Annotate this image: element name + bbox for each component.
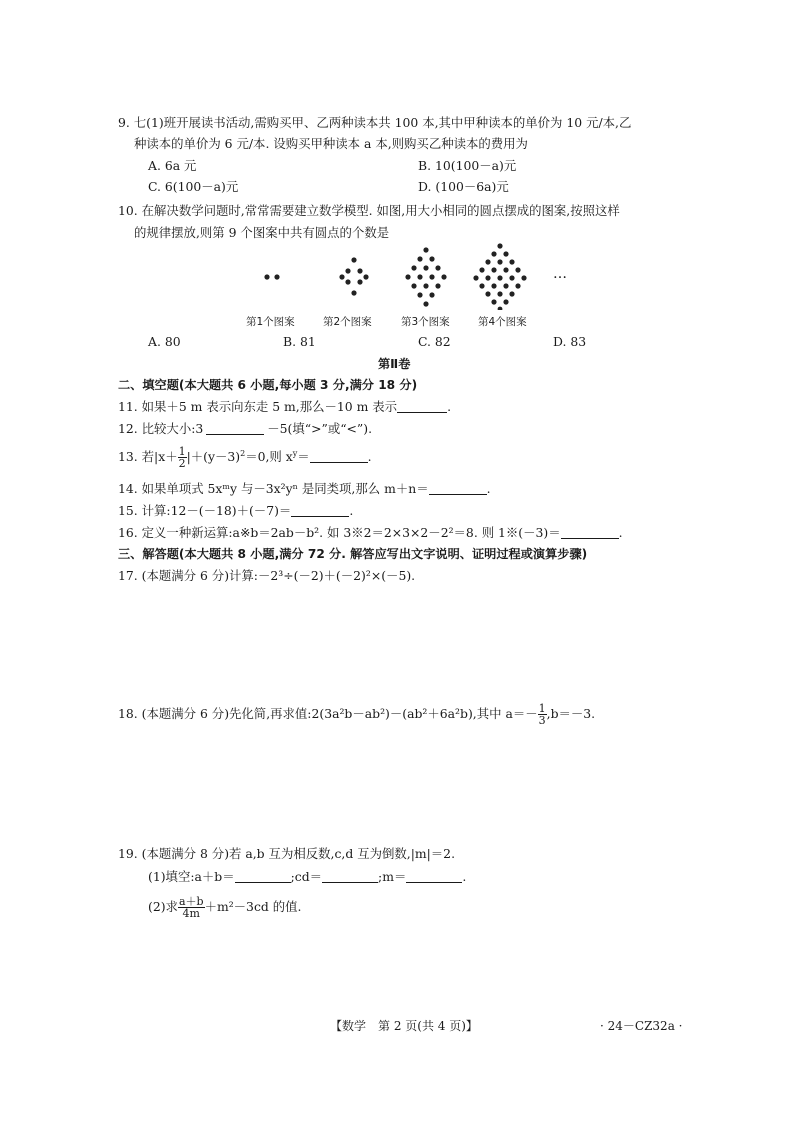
q16-text: 16. 定义一种新运算:a※b＝2ab－b². 如 3※2＝2×3×2－2²＝8. 则 1※(－3)＝ — [118, 525, 561, 540]
q12-text-pre: 12. 比较大小:3 — [118, 421, 204, 436]
q15: 15. 计算:12－(－18)＋(－7)＝ . — [118, 503, 354, 518]
q9-stem-line1: 9. 七(1)班开展读书活动,需购买甲、乙两种读本共 100 本,其中甲种读本的单价为 10 元/本,乙 — [118, 115, 632, 130]
q16-answer-blank[interactable] — [561, 526, 619, 539]
q13-fraction — [178, 446, 187, 469]
q10-option-a: A. 80 — [148, 334, 181, 349]
q19-2-text-pre: (2)求 — [148, 899, 178, 914]
q9-option-c: C. 6(100－a)元 — [148, 179, 239, 194]
q18-fraction-denominator: 3 — [538, 714, 546, 727]
caption-pattern-1: 第1个图案 — [246, 316, 295, 328]
section-3-heading: 三、解答题(本大题共 8 小题,满分 72 分. 解答应写出文字说明、证明过程或演算步骤) — [118, 547, 588, 561]
footer-page-info: 【数学 第 2 页(共 4 页)】 — [330, 1019, 478, 1033]
q18-fraction — [538, 703, 547, 726]
q19-1-text-cd: ;cd＝ — [290, 869, 323, 884]
q11-answer-blank[interactable] — [397, 400, 447, 413]
q11-text: 11. 如果＋5 m 表示向东走 5 m,那么－10 m 表示 — [118, 399, 398, 414]
q17: 17. (本题满分 6 分)计算:－2³÷(－2)＋(－2)²×(－5). — [118, 568, 416, 583]
q19-1-text-end: . — [462, 869, 467, 884]
q19-fraction — [178, 896, 205, 919]
q13-equals: ＝ — [297, 449, 310, 464]
q15-text: 15. 计算:12－(－18)＋(－7)＝ — [118, 503, 292, 518]
q13-answer-blank[interactable] — [310, 450, 368, 463]
q19-fraction-denominator: 4m — [182, 907, 200, 920]
q13-fraction-denominator: 2 — [178, 457, 186, 470]
q13-exponent: 2 — [240, 448, 246, 458]
q13-fraction-numerator: 1 — [178, 445, 186, 458]
q13-text-pre: 13. 若|x＋ — [118, 449, 178, 464]
q19-2-text-post: ＋m²－3cd 的值. — [204, 899, 302, 914]
q19-fraction-numerator: a＋b — [178, 895, 204, 908]
dot-pattern-figure — [255, 238, 595, 310]
caption-pattern-4: 第4个图案 — [478, 316, 527, 328]
q13-text-mid: |＋(y－3) — [186, 449, 241, 464]
q13-text-post: ＝0,则 x — [245, 449, 293, 464]
q18-text-pre: 18. (本题满分 6 分)先化简,再求值:2(3a²b－ab²)－(ab²＋6a²b),其中 a＝－ — [118, 706, 538, 721]
q10-option-d: D. 83 — [553, 334, 587, 349]
q10-stem-line2: 的规律摆放,则第 9 个图案中共有圆点的个数是 — [134, 225, 390, 240]
q9-option-b: B. 10(100－a)元 — [418, 158, 517, 173]
q14-text: 14. 如果单项式 5xᵐy 与－3x²yⁿ 是同类项,那么 m＋n＝ — [118, 481, 429, 496]
q9-option-d: D. (100－6a)元 — [418, 179, 509, 194]
q12-text-post: －5(填“>”或“<”). — [267, 421, 373, 436]
q13-exponent-y: y — [292, 448, 298, 458]
q11: 11. 如果＋5 m 表示向东走 5 m,那么－10 m 表示 . — [118, 399, 452, 414]
q15-answer-blank[interactable] — [291, 504, 349, 517]
q19-part-1 — [148, 869, 466, 885]
q10-stem-line1: 10. 在解决数学问题时,常常需要建立数学模型. 如图,用大小相同的圆点摆成的图案,按照这样 — [118, 203, 620, 218]
q19-cd-blank[interactable] — [322, 870, 378, 883]
q9-stem-line2: 种读本的单价为 6 元/本. 设购买甲种读本 a 本,则购买乙种读本的费用为 — [134, 136, 528, 151]
q13: 13. 若|x＋ $\frac{1}{2}$ $|+(y-3)^2=0$,则 $x^y=$ . — [118, 445, 372, 470]
q18-text-post: ,b＝－3. — [546, 706, 596, 721]
q16: 16. 定义一种新运算:a※b＝2ab－b². 如 3※2＝2×3×2－2²＝8. 则 1※(－3)＝ . — [118, 525, 623, 540]
q12-answer-blank[interactable] — [206, 422, 264, 435]
q9-option-a: A. 6a 元 — [148, 158, 197, 173]
q19-stem: 19. (本题满分 8 分)若 a,b 互为相反数,c,d 互为倒数,|m|＝2. — [118, 846, 456, 861]
q19-1-text-m: ;m＝ — [378, 869, 407, 884]
pattern-2 — [339, 257, 368, 295]
footer-code: · 24－CZ32a · — [600, 1019, 683, 1033]
q14: 14. 如果单项式 5xᵐy 与－3x²yⁿ 是同类项,那么 m＋n＝ . — [118, 481, 491, 496]
q19-1-text-pre: (1)填空:a＋b＝ — [148, 869, 235, 884]
q10-option-c: C. 82 — [418, 334, 451, 349]
part-2-heading: 第Ⅱ卷 — [378, 357, 411, 371]
q18 — [118, 702, 595, 726]
section-2-heading: 二、填空题(本大题共 6 小题,每小题 3 分,满分 18 分) — [118, 378, 418, 392]
q19-m-blank[interactable] — [406, 870, 462, 883]
caption-pattern-2: 第2个图案 — [323, 316, 372, 328]
q18-fraction-numerator: 1 — [538, 702, 546, 715]
caption-pattern-3: 第3个图案 — [401, 316, 450, 328]
q12 — [118, 421, 372, 437]
pattern-4 — [473, 243, 526, 310]
q14-answer-blank[interactable] — [429, 482, 487, 495]
pattern-ellipsis: … — [553, 266, 568, 282]
q19-part-2 — [148, 894, 301, 920]
pattern-3 — [405, 247, 446, 306]
q19-ab-blank[interactable] — [235, 870, 291, 883]
pattern-1 — [264, 274, 279, 279]
q10-option-b: B. 81 — [283, 334, 316, 349]
